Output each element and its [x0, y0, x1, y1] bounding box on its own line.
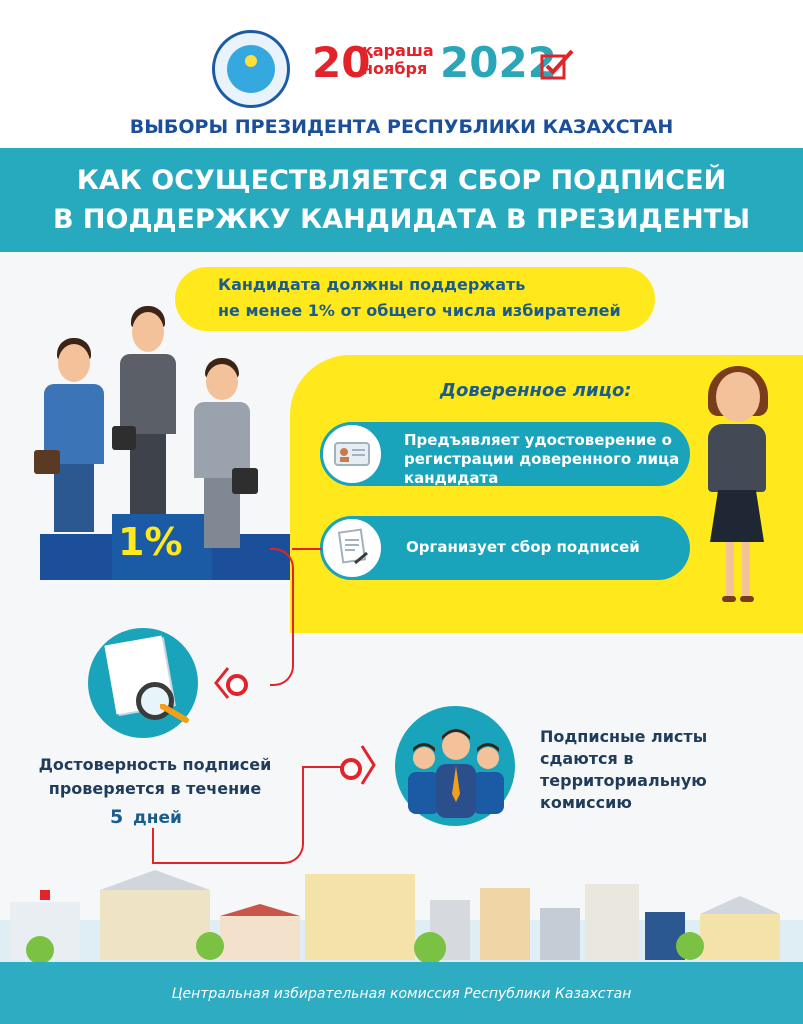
magnifier-handle: [160, 704, 190, 724]
verification-days-word: дней: [133, 808, 182, 828]
proxy-woman-skirt: [710, 490, 764, 542]
proxy-step-2-text: Организует сбор подписей: [406, 538, 640, 556]
voter-figure-left: [44, 338, 104, 538]
briefcase-icon: [34, 450, 60, 474]
emblem-center: [227, 45, 275, 93]
submit-text-content: Подписные листы сдаются в территориальную комиссию: [540, 727, 708, 812]
arrow-left-icon: [214, 666, 230, 700]
checkbox-icon: [540, 48, 574, 80]
connector-dot: [340, 758, 362, 780]
submit-text: [540, 726, 730, 814]
verification-text: Достоверность подписей проверяется в течение: [38, 755, 272, 798]
proxy-woman-face: [716, 372, 760, 422]
date-month-kz: қараша: [362, 41, 434, 60]
commission-people-icon: [402, 724, 510, 820]
podium-percent-label: 1%: [118, 520, 183, 564]
page-title-line1: КАК ОСУЩЕСТВЛЯЕТСЯ СБОР ПОДПИСЕЙ: [76, 165, 727, 196]
voter-figure-center: [120, 306, 176, 516]
proxy-woman-jacket: [708, 424, 766, 492]
date-month-ru: ноября: [362, 59, 428, 78]
briefcase-icon: [232, 468, 258, 494]
arrow-right-icon: [360, 744, 376, 786]
support-note-line2: не менее 1% от общего числа избирателей: [218, 301, 621, 320]
proxy-woman-legs: [720, 542, 756, 604]
connector-line: [270, 548, 294, 686]
sun-icon: [245, 55, 257, 67]
page-subtitle: ВЫБОРЫ ПРЕЗИДЕНТА РЕСПУБЛИКИ КАЗАХСТАН: [129, 116, 674, 138]
connector-line: [292, 548, 322, 550]
page-title-line2: В ПОДДЕРЖКУ КАНДИДАТА В ПРЕЗИДЕНТЫ: [52, 204, 751, 235]
voter-figure-right: [194, 358, 250, 554]
title-band: [0, 148, 803, 252]
briefcase-icon: [112, 426, 136, 450]
document-signing-icon: [320, 516, 384, 580]
footer-text: Центральная избирательная комиссия Республики Казахстан: [171, 986, 632, 1002]
date-month: [362, 42, 434, 78]
verification-days-number: 5: [110, 806, 124, 828]
proxy-title: Доверенное лицо:: [440, 380, 632, 401]
date-year: 2022: [440, 38, 557, 87]
cec-emblem-icon: [212, 30, 290, 108]
proxy-step-1-text: Предъявляет удостоверение о регистрации доверенного лица кандидата: [404, 431, 680, 487]
id-card-icon: [320, 422, 384, 486]
support-note-line1: Кандидата должны поддержать: [218, 275, 526, 294]
date-day: 20: [312, 38, 371, 87]
city-skyline-illustration: [0, 860, 803, 970]
